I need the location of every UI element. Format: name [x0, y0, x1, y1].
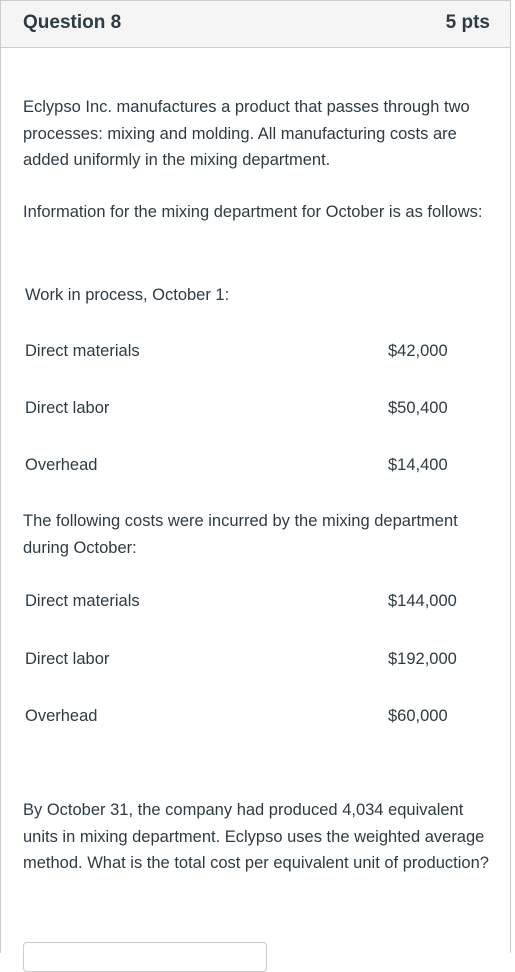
- cost-direct-materials-label: Direct materials: [25, 592, 140, 610]
- cost-overhead-value: $60,000: [388, 707, 448, 725]
- wip-heading: Work in process, October 1:: [25, 286, 230, 304]
- cost-direct-labor-value: $192,000: [388, 650, 457, 668]
- info-text: Information for the mixing department for October is as follows:: [23, 203, 483, 221]
- costs-heading: The following costs were incurred by the mixing department during October:: [23, 512, 458, 557]
- closing-text: By October 31, the company had produced 4,034 equivalent units in mixing department. Eclypso uses the weighted average method. What is the total cost per equivalent unit of production?: [23, 801, 489, 872]
- wip-direct-labor-value: $50,400: [388, 399, 448, 417]
- wip-direct-materials-label: Direct materials: [25, 342, 140, 360]
- question-header: [1, 1, 510, 48]
- wip-overhead-value: $14,400: [388, 456, 448, 474]
- intro-text: Eclypso Inc. manufactures a product that passes through two processes: mixing and molding. All manufacturing costs are added uniformly in the mixing department.: [23, 98, 470, 169]
- wip-direct-labor-label: Direct labor: [25, 399, 110, 417]
- wip-direct-materials-value: $42,000: [388, 342, 448, 360]
- answer-input[interactable]: [23, 942, 267, 972]
- question-title: Question 8: [23, 12, 122, 33]
- cost-direct-materials-value: $144,000: [388, 592, 457, 610]
- cost-overhead-label: Overhead: [25, 707, 98, 725]
- cost-direct-labor-label: Direct labor: [25, 650, 110, 668]
- wip-overhead-label: Overhead: [25, 456, 98, 474]
- question-points: 5 pts: [445, 12, 490, 33]
